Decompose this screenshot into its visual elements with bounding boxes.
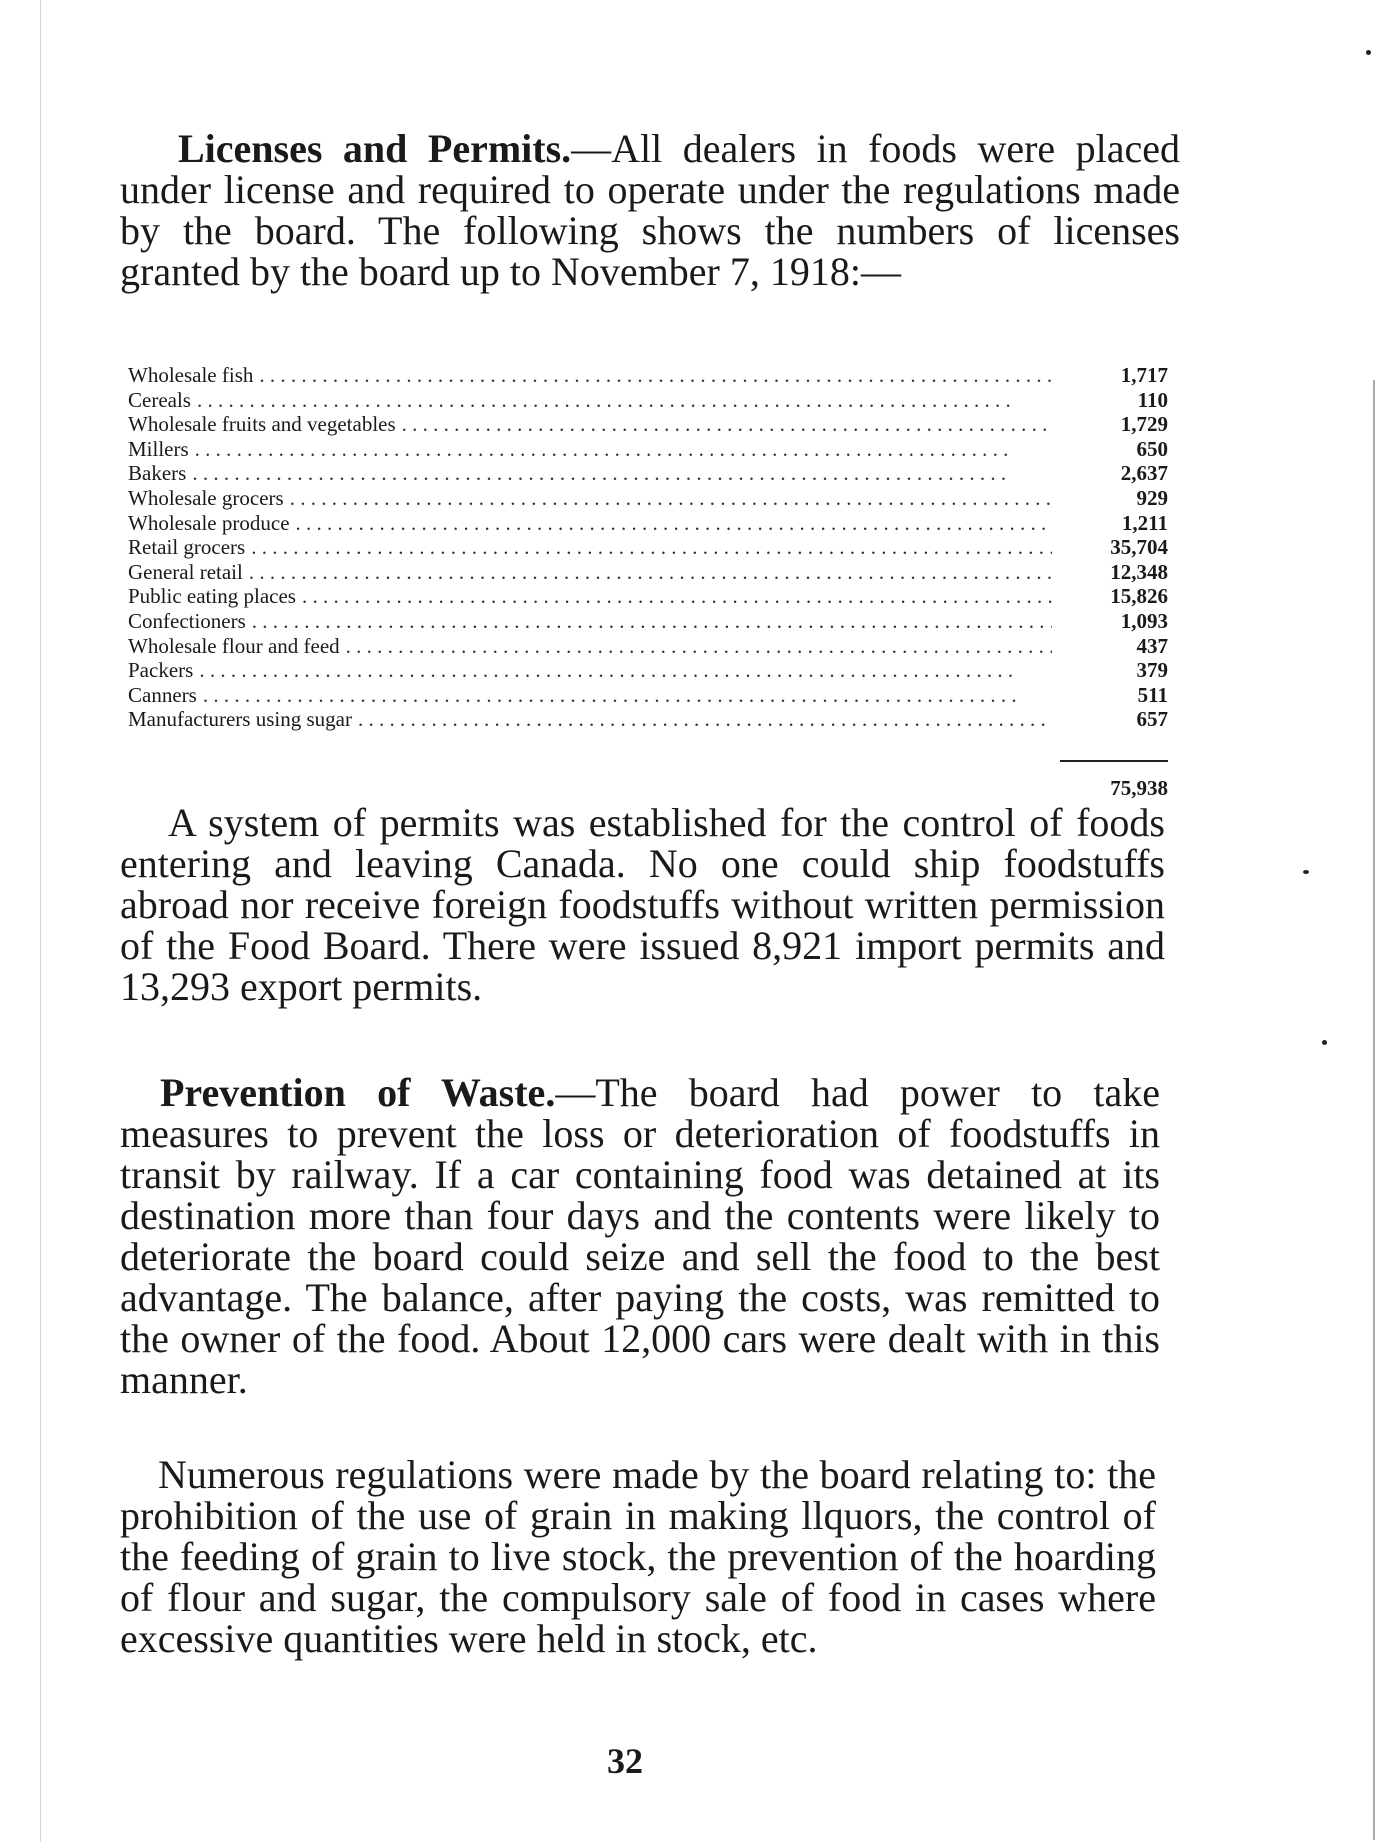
row-value: 35,704 [1110, 535, 1168, 560]
table-row [128, 363, 1168, 388]
row-value: 650 [1136, 436, 1168, 461]
row-label: Packers [128, 658, 194, 683]
table-row [128, 388, 1168, 413]
row-value: 1,717 [1120, 363, 1168, 387]
licenses-text: —All dealers in foods were placed under license and required to operate under the regulations made by the board. The following shows the numbers of licenses granted by the board up to November 7, 1918:— [120, 126, 1181, 294]
row-label: Wholesale flour and feed [128, 633, 340, 658]
row-value: 1,729 [1120, 412, 1168, 437]
row-value: 929 [1136, 485, 1168, 510]
row-value: 15,826 [1110, 584, 1168, 609]
row-label: Bakers [128, 461, 187, 486]
page-number: 32 [607, 1741, 643, 1781]
licenses-table [128, 363, 1168, 732]
table-row [128, 584, 1168, 609]
permits-paragraph: A system of permits was established for the control of foods entering and leaving Canada. No one could ship foodstuffs abroad nor receive foreign foodstuffs without written permission of the Food Board. There were issued 8,921 import permits and 13,293 export permits. [120, 800, 1165, 1009]
table-row [128, 437, 1168, 462]
row-value: 379 [1136, 658, 1168, 683]
row-label: Confectioners [128, 608, 246, 633]
scan-edge-right [1373, 380, 1375, 1840]
row-label: Millers [128, 436, 189, 461]
row-label: Public eating places [128, 584, 296, 609]
row-label: Retail grocers [128, 535, 246, 560]
scan-edge-left [40, 0, 41, 1842]
row-value: 1,093 [1120, 608, 1168, 633]
table-row [128, 609, 1168, 634]
row-label: General retail [128, 559, 243, 584]
row-label: Wholesale fish [128, 363, 254, 387]
licenses-total: 75,938 [1110, 776, 1168, 800]
scan-speck [1322, 1040, 1327, 1045]
row-value: 511 [1137, 682, 1168, 707]
row-label: Cereals [128, 387, 191, 412]
scan-speck [1366, 50, 1371, 55]
scan-speck [1303, 870, 1309, 874]
table-row [128, 560, 1168, 585]
table-row [128, 535, 1168, 560]
row-label: Wholesale fruits and vegetables [128, 412, 396, 437]
table-row [128, 486, 1168, 511]
waste-heading: Prevention of Waste. [160, 1070, 556, 1115]
row-value: 12,348 [1110, 559, 1168, 584]
regulations-paragraph: Numerous regulations were made by the board relating to: the prohibition of the use of grain in making llquors, the control of the feeding of grain to live stock, the prevention of the hoarding of flour and sugar, the compulsory sale of food in cases where excessive quantities were held in stock, etc. [120, 1452, 1156, 1661]
row-value: 437 [1136, 633, 1168, 658]
row-label: Manufacturers using sugar [128, 707, 352, 732]
licenses-paragraph [120, 128, 1180, 292]
waste-paragraph [120, 1072, 1160, 1400]
table-row [128, 658, 1168, 683]
table-row [128, 461, 1168, 486]
table-row [128, 707, 1168, 732]
table-row [128, 511, 1168, 536]
row-value: 2,637 [1120, 461, 1168, 486]
table-row [128, 634, 1168, 659]
total-rule [1060, 760, 1168, 762]
table-row [128, 683, 1168, 708]
row-value: 1,211 [1121, 510, 1168, 535]
row-label: Wholesale produce [128, 510, 290, 535]
licenses-heading: Licenses and Permits. [178, 126, 572, 171]
row-label: Wholesale grocers [128, 485, 284, 510]
row-label: Canners [128, 682, 197, 707]
waste-text: —The board had power to take measures to prevent the loss or deterioration of foodstuffs in transit by railway. If a car containing food was detained at its destination more than four days and the contents were likely to deteriorate the board could seize and sell the food to the best advantage. The balance, after paying the costs, was remitted to the owner of the food. About 12,000 cars were dealt with in this manner. [120, 1070, 1160, 1402]
table-row [128, 412, 1168, 437]
row-value: 657 [1136, 707, 1168, 732]
row-value: 110 [1137, 387, 1168, 412]
